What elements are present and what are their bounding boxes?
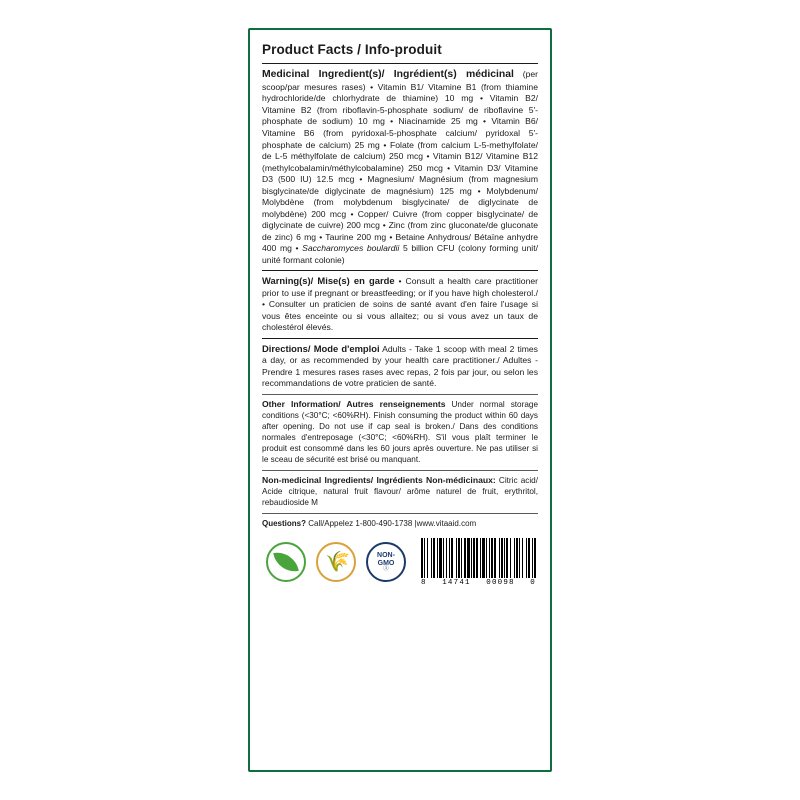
other-info-heading: Other Information/ Autres renseignements	[262, 398, 446, 409]
barcode-digits	[421, 579, 536, 587]
leaf-icon	[266, 542, 306, 582]
medicinal-body-tail: 5 billion CFU (colony forming unit/ unité formant colonie)	[262, 243, 538, 265]
non-gmo-sub: Ⓐ	[383, 565, 389, 572]
product-facts-label	[248, 28, 552, 772]
non-gmo-line1: NON-	[377, 552, 395, 560]
divider	[262, 513, 538, 514]
other-info-body: Under normal storage conditions (<30°C; <60%RH). Finish consuming the product within 60 days after opening. Do not use if cap seal is broken./ Dans des conditions normales d'entreposage (<30°C; <60%RH). S'il vous plaît terminer le produit est consommé dans les 60 jours après ouverture. Ne pas utiliser si le sceau de sécurité est brisé ou manquant.	[262, 399, 538, 464]
section-other-information	[262, 399, 538, 466]
medicinal-body: (per scoop/par mesures rases) • Vitamin B1/ Vitamine B1 (from thiamine hydrochloride/de chlorhydrate de thiamine) 10 mg • Vitamin B2/ Vitamine B2 (from riboflavin-5-phosphate sodium/ de riboflavine 5'-phosphate de sodium) 10 mg • Niacinamide 25 mg • Vitamin B6/ Vitamine B6 (from pyridoxal-5-phosphate calcium/ pyridoxal 5'-phosphate de calcium) 25 mg • Folate (from calcium L-5-methylfolate/ de L-5 méthylfolate de calcium) 250 mcg • Vitamin B12/ Vitamine B12 (methylcobalamin/méthylcobalamine) 250 mcg • Vitamin D3/ Vitamine D3 (500 IU) 12.5 mcg • Magnesium/ Magnésium (from magnesium bisglycinate/de diglycinate de magnésium) 125 mg • Molybdenum/ Molybdène (from molybdenum bisglycinate/ de diglycinate de molybdène) 200 mcg • Copper/ Cuivre (from copper bisglycinate/ de diglycinate de cuivre) 200 mcg • Zinc (from zinc gluconate/de gluconate de zinc) 6 mg • Taurine 200 mg • Betaine Anhydrous/ Bétaïne anhydre 400 mg •	[262, 69, 539, 254]
barcode-right-digit: 0	[530, 578, 536, 587]
directions-heading: Directions/ Mode d'emploi	[262, 342, 380, 354]
wheat-glyph: 🌾	[325, 551, 350, 574]
section-medicinal-ingredients	[262, 68, 538, 266]
divider	[262, 338, 538, 339]
warnings-body: • Consult a health care practitioner prior to use if pregnant or breastfeeding; or if you have high cholesterol./ • Consulter un praticien de soins de santé avant d'en faire l'usage si vous êtes enceinte ou si vous allaitez; ou si vous avez un taux de cholestérol élevés.	[262, 276, 538, 333]
barcode-group1: 14741	[442, 578, 471, 587]
non-gmo-text	[377, 552, 395, 572]
label-footer	[262, 538, 538, 587]
questions-label: Questions?	[262, 518, 307, 528]
medicinal-heading: Medicinal Ingredient(s)/ Ingrédient(s) médicinal	[262, 69, 514, 80]
wheat-icon	[316, 542, 356, 582]
medicinal-body-italic: Saccharomyces boulardii	[302, 243, 400, 254]
leaf-glyph	[273, 550, 298, 575]
non-gmo-line2: GMO	[377, 559, 395, 567]
section-warnings	[262, 275, 538, 334]
questions-text: Call/Appelez 1-800-490-1738 |www.vitaaid.com	[306, 518, 477, 528]
divider	[262, 270, 538, 271]
directions-body: Adults - Take 1 scoop with meal 2 times a day, or as recommended by your health care practitioner./ Adultes - Prendre 1 mesures rases rases avec repas, 2 fois par jour, ou selon les recommandations de votre praticien de santé.	[262, 343, 538, 389]
barcode	[421, 538, 538, 587]
non-medicinal-heading: Non-medicinal Ingredients/ Ingrédients Non-médicinaux:	[262, 474, 496, 485]
divider	[262, 470, 538, 471]
barcode-bars	[421, 538, 536, 578]
barcode-group2: 00098	[486, 578, 515, 587]
divider	[262, 63, 538, 64]
section-non-medicinal	[262, 475, 538, 509]
non-gmo-icon	[366, 542, 406, 582]
barcode-left-digit: 8	[421, 578, 427, 587]
questions-line	[262, 519, 538, 528]
section-directions	[262, 343, 538, 390]
page-title: Product Facts / Info-produit	[262, 42, 442, 57]
divider	[262, 394, 538, 395]
warnings-heading: Warning(s)/ Mise(s) en garde	[262, 275, 395, 287]
non-medicinal-body: Citric acid/ Acide citrique, natural fruit flavour/ arôme naturel de fruit, erythritol, rebaudioside M	[262, 475, 538, 507]
